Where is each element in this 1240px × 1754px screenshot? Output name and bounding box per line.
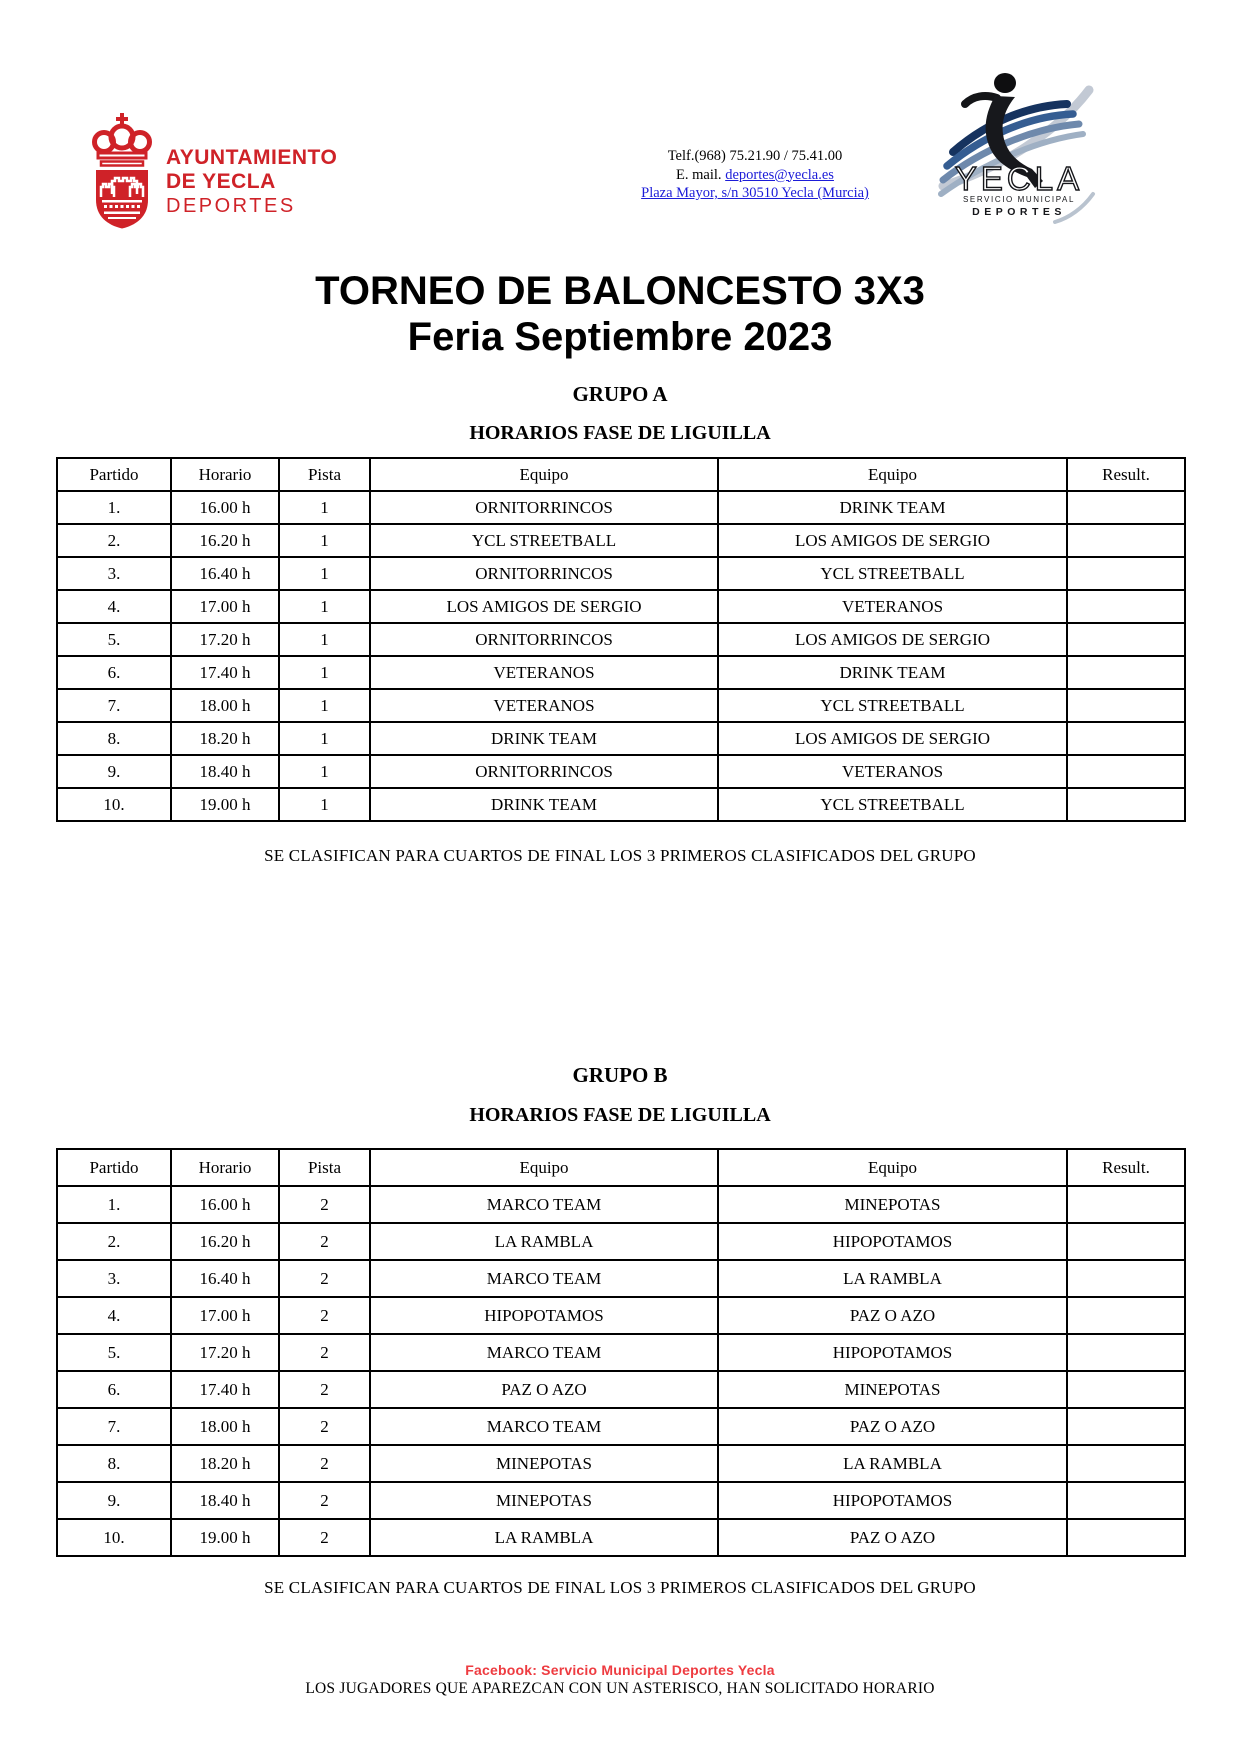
table-row (57, 1371, 1185, 1408)
cell: HIPOPOTAMOS (718, 1482, 1067, 1519)
table-row (57, 1260, 1185, 1297)
yecla-logo-subtitle: SERVICIO MUNICIPAL (962, 195, 1076, 204)
cell: ORNITORRINCOS (370, 557, 718, 590)
column-header: Horario (171, 1149, 279, 1186)
table-row (57, 689, 1185, 722)
cell: 9. (57, 1482, 171, 1519)
table-row (57, 1482, 1185, 1519)
cell: 18.40 h (171, 1482, 279, 1519)
column-header: Equipo (718, 1149, 1067, 1186)
cell: 16.40 h (171, 557, 279, 590)
cell (1067, 1445, 1185, 1482)
cell: 17.00 h (171, 590, 279, 623)
cell: 1 (279, 524, 370, 557)
cell: 18.00 h (171, 689, 279, 722)
cell: PAZ O AZO (718, 1297, 1067, 1334)
address-line (590, 184, 920, 203)
cell (1067, 755, 1185, 788)
cell: 2. (57, 1223, 171, 1260)
cell: 18.20 h (171, 1445, 279, 1482)
table-row (57, 1445, 1185, 1482)
cell (1067, 623, 1185, 656)
column-header: Pista (279, 458, 370, 491)
cell: 2 (279, 1519, 370, 1556)
cell: VETERANOS (718, 590, 1067, 623)
cell: 3. (57, 1260, 171, 1297)
cell: 2 (279, 1260, 370, 1297)
cell: 2. (57, 524, 171, 557)
column-header: Equipo (370, 1149, 718, 1186)
cell: PAZ O AZO (370, 1371, 718, 1408)
yecla-logo-title: YECLA (954, 160, 1084, 197)
cell: DRINK TEAM (370, 722, 718, 755)
cell: MARCO TEAM (370, 1186, 718, 1223)
cell: VETERANOS (370, 656, 718, 689)
cell: 17.20 h (171, 623, 279, 656)
cell: LOS AMIGOS DE SERGIO (370, 590, 718, 623)
cell (1067, 590, 1185, 623)
cell: 1 (279, 491, 370, 524)
group-a-schedule-table (56, 457, 1186, 822)
cell (1067, 557, 1185, 590)
title-line2: Feria Septiembre 2023 (407, 315, 833, 359)
cell: 1 (279, 557, 370, 590)
cell: 2 (279, 1482, 370, 1519)
cell (1067, 1482, 1185, 1519)
cell: YCL STREETBALL (718, 689, 1067, 722)
cell: 10. (57, 788, 171, 821)
cell: 2 (279, 1408, 370, 1445)
table-row (57, 1519, 1185, 1556)
column-header: Equipo (370, 458, 718, 491)
cell: 7. (57, 1408, 171, 1445)
title-line1: TORNEO DE BALONCESTO 3X3 (315, 269, 925, 313)
cell: 1 (279, 590, 370, 623)
cell (1067, 722, 1185, 755)
cell: LA RAMBLA (370, 1223, 718, 1260)
email-line (590, 166, 920, 185)
cell: 16.00 h (171, 1186, 279, 1223)
cell (1067, 1223, 1185, 1260)
table-row (57, 524, 1185, 557)
cell: 16.20 h (171, 1223, 279, 1260)
table-row (57, 722, 1185, 755)
table-row (57, 1408, 1185, 1445)
cell: 1 (279, 722, 370, 755)
column-header: Partido (57, 458, 171, 491)
address-link[interactable]: Plaza Mayor, s/n 30510 Yecla (Murcia) (641, 185, 869, 201)
column-header: Result. (1067, 458, 1185, 491)
table-row (57, 557, 1185, 590)
cell (1067, 1408, 1185, 1445)
cell: VETERANOS (718, 755, 1067, 788)
cell: 2 (279, 1445, 370, 1482)
cell: MARCO TEAM (370, 1334, 718, 1371)
municipality-name-line2: DE YECLA (166, 170, 276, 193)
cell: 19.00 h (171, 1519, 279, 1556)
cell: MINEPOTAS (370, 1445, 718, 1482)
table-row (57, 1223, 1185, 1260)
cell: 2 (279, 1334, 370, 1371)
column-header: Partido (57, 1149, 171, 1186)
table-row (57, 1186, 1185, 1223)
cell: 18.40 h (171, 755, 279, 788)
cell: 18.00 h (171, 1408, 279, 1445)
cell: 1. (57, 1186, 171, 1223)
table-row (57, 491, 1185, 524)
cell: YCL STREETBALL (370, 524, 718, 557)
cell: PAZ O AZO (718, 1408, 1067, 1445)
cell: LOS AMIGOS DE SERGIO (718, 524, 1067, 557)
cell: 4. (57, 1297, 171, 1334)
cell: 8. (57, 1445, 171, 1482)
cell: 6. (57, 1371, 171, 1408)
cell (1067, 1260, 1185, 1297)
cell: 2 (279, 1297, 370, 1334)
cell: 9. (57, 755, 171, 788)
cell: LOS AMIGOS DE SERGIO (718, 722, 1067, 755)
cell: YCL STREETBALL (718, 788, 1067, 821)
cell (1067, 1371, 1185, 1408)
cell: 7. (57, 689, 171, 722)
facebook-line: Facebook: Servicio Municipal Deportes Yecla (465, 1662, 775, 1678)
cell (1067, 1186, 1185, 1223)
page-footer (0, 1662, 1240, 1698)
group-b-heading: GRUPO B (572, 1063, 668, 1087)
cell: MARCO TEAM (370, 1260, 718, 1297)
cell (1067, 689, 1185, 722)
cell: ORNITORRINCOS (370, 623, 718, 656)
cell: 17.20 h (171, 1334, 279, 1371)
cell: 1 (279, 788, 370, 821)
cell: 5. (57, 623, 171, 656)
cell: DRINK TEAM (718, 656, 1067, 689)
cell: LA RAMBLA (718, 1445, 1067, 1482)
municipality-logo-text (166, 146, 337, 218)
cell: LA RAMBLA (370, 1519, 718, 1556)
cell: DRINK TEAM (718, 491, 1067, 524)
cell: 16.00 h (171, 491, 279, 524)
cell: 17.40 h (171, 656, 279, 689)
cell (1067, 1297, 1185, 1334)
cell: 1. (57, 491, 171, 524)
cell: 16.40 h (171, 1260, 279, 1297)
header-row (57, 1149, 1185, 1186)
contact-block (590, 147, 920, 203)
group-a-rows (57, 491, 1185, 821)
cell: HIPOPOTAMOS (718, 1334, 1067, 1371)
cell: 6. (57, 656, 171, 689)
cell: DRINK TEAM (370, 788, 718, 821)
header-row (57, 458, 1185, 491)
cell: YCL STREETBALL (718, 557, 1067, 590)
players-note: LOS JUGADORES QUE APAREZCAN CON UN ASTERISCO, HAN SOLICITADO HORARIO (305, 1680, 935, 1697)
column-header: Equipo (718, 458, 1067, 491)
table-row (57, 1334, 1185, 1371)
cell: MARCO TEAM (370, 1408, 718, 1445)
yecla-servicio-municipal-deportes-logo (935, 70, 1103, 230)
cell: 16.20 h (171, 524, 279, 557)
table-row (57, 623, 1185, 656)
cell: 17.40 h (171, 1371, 279, 1408)
cell: 1 (279, 755, 370, 788)
cell: 2 (279, 1186, 370, 1223)
group-a-heading: GRUPO A (572, 382, 668, 406)
cell: 5. (57, 1334, 171, 1371)
cell: MINEPOTAS (718, 1186, 1067, 1223)
cell (1067, 1519, 1185, 1556)
cell: 2 (279, 1371, 370, 1408)
cell (1067, 491, 1185, 524)
cell: HIPOPOTAMOS (718, 1223, 1067, 1260)
email-link[interactable]: deportes@yecla.es (725, 166, 834, 183)
cell: 19.00 h (171, 788, 279, 821)
cell: 1 (279, 656, 370, 689)
cell: 1 (279, 689, 370, 722)
cell: LA RAMBLA (718, 1260, 1067, 1297)
cell: 3. (57, 557, 171, 590)
table-row (57, 1297, 1185, 1334)
cell: PAZ O AZO (718, 1519, 1067, 1556)
cell (1067, 524, 1185, 557)
column-header: Horario (171, 458, 279, 491)
table-row (57, 755, 1185, 788)
page-title (0, 268, 1240, 360)
ayuntamiento-yecla-crest-logo (90, 112, 154, 230)
cell: 8. (57, 722, 171, 755)
yecla-logo-subtitle2: DEPORTES (972, 206, 1066, 218)
cell (1067, 1334, 1185, 1371)
table-row (57, 656, 1185, 689)
cell: ORNITORRINCOS (370, 491, 718, 524)
phone-line: Telf.(968) 75.21.90 / 75.41.00 (667, 148, 843, 164)
table-row (57, 590, 1185, 623)
cell: 1 (279, 623, 370, 656)
group-b-rows (57, 1186, 1185, 1556)
cell: 18.20 h (171, 722, 279, 755)
cell: 4. (57, 590, 171, 623)
cell: 2 (279, 1223, 370, 1260)
column-header: Pista (279, 1149, 370, 1186)
cell: MINEPOTAS (718, 1371, 1067, 1408)
table-row (57, 788, 1185, 821)
cell (1067, 656, 1185, 689)
municipality-name-line3: DEPORTES (166, 195, 296, 217)
cell: HIPOPOTAMOS (370, 1297, 718, 1334)
cell: 10. (57, 1519, 171, 1556)
cell (1067, 788, 1185, 821)
cell: MINEPOTAS (370, 1482, 718, 1519)
group-a-note: SE CLASIFICAN PARA CUARTOS DE FINAL LOS 3 PRIMEROS CLASIFICADOS DEL GRUPO (264, 846, 976, 865)
municipality-name-line1: AYUNTAMIENTO (166, 146, 338, 169)
group-b-note: SE CLASIFICAN PARA CUARTOS DE FINAL LOS 3 PRIMEROS CLASIFICADOS DEL GRUPO (264, 1578, 976, 1597)
group-b-subheading: HORARIOS FASE DE LIGUILLA (469, 1104, 771, 1126)
cell: LOS AMIGOS DE SERGIO (718, 623, 1067, 656)
email-label: E. mail. (676, 166, 722, 183)
column-header: Result. (1067, 1149, 1185, 1186)
cell: 17.00 h (171, 1297, 279, 1334)
cell: ORNITORRINCOS (370, 755, 718, 788)
cell: VETERANOS (370, 689, 718, 722)
group-a-subheading: HORARIOS FASE DE LIGUILLA (469, 422, 771, 444)
group-b-schedule-table (56, 1148, 1186, 1557)
